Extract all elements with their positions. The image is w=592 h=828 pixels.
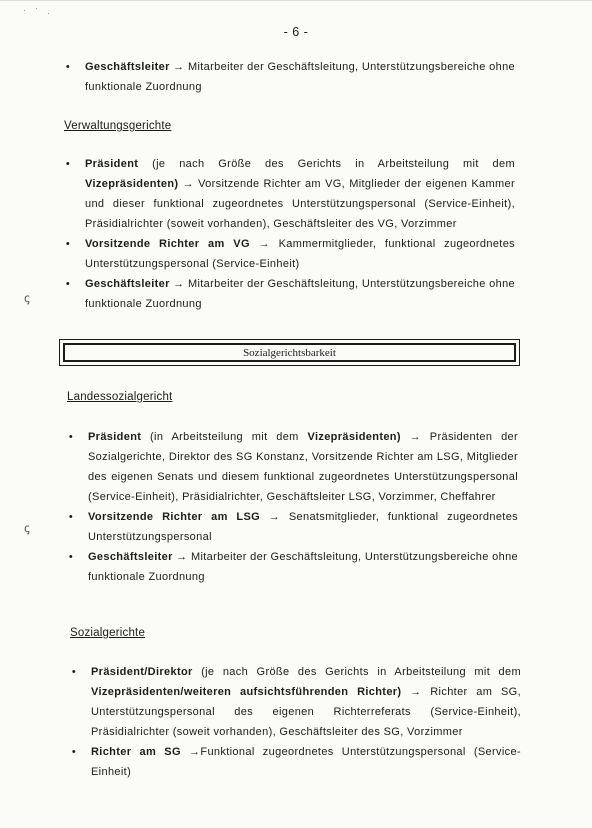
arrow-icon: →	[189, 746, 201, 758]
bullet-icon: •	[65, 278, 71, 290]
scan-specks	[22, 6, 52, 20]
item-text: Vorsitzende Richter am VG, Mitglieder der eigenen Kammer und dieser funktional zugeordnetes Unterstützungspersonal (Service-Einheit), Präsidialrichter (soweit vorhanden), Geschäftsleiter des VG, Vorzimmer	[85, 178, 516, 230]
section-banner	[59, 339, 520, 366]
arrow-icon: →	[258, 238, 270, 250]
arrow-icon: →	[410, 686, 422, 698]
list-item	[63, 274, 515, 314]
item-text: Mitarbeiter der Geschäftsleitung, Unterstützungsbereiche ohne funktionale Zuordnung	[85, 61, 516, 93]
item-text: Funktional zugeordnetes Unterstützungspersonal (Service-Einheit)	[91, 746, 521, 778]
item-text: Senatsmitglieder, funktional zugeordnetes Unterstützungspersonal	[88, 511, 519, 543]
role-label: Präsident	[88, 431, 142, 443]
bullet-list-verwaltungsgerichte	[63, 154, 515, 314]
role-note: (je nach Größe des Gerichts in Arbeitsteilung mit dem	[201, 666, 522, 678]
margin-mark: ꞔ	[24, 291, 30, 305]
role-note-bold: Vizepräsidenten)	[307, 431, 401, 443]
bullet-list-intro	[63, 57, 515, 97]
list-item	[69, 662, 521, 742]
banner-inner-frame	[63, 343, 516, 362]
page-number: - 6 -	[283, 25, 309, 39]
role-label: Präsident/Direktor	[91, 666, 193, 678]
role-label: Geschäftsleiter	[85, 278, 170, 290]
bullet-icon: •	[65, 61, 71, 73]
role-label: Präsident	[85, 158, 139, 170]
arrow-icon: →	[409, 431, 422, 443]
list-item	[69, 742, 521, 782]
bullet-icon: •	[65, 158, 71, 170]
item-text: Kammermitglieder, funktional zugeordnetes Unterstützungspersonal (Service-Einheit)	[85, 238, 516, 270]
arrow-icon: →	[173, 61, 185, 73]
list-item	[63, 154, 515, 234]
role-note: (in Arbeitsteilung mit dem	[150, 431, 299, 443]
role-label: Richter am SG	[91, 746, 181, 758]
list-item	[66, 547, 518, 587]
arrow-icon: →	[176, 551, 188, 563]
banner-title: Sozialgerichtsbarkeit	[243, 346, 336, 359]
role-note-bold: Vizepräsidenten)	[85, 178, 179, 190]
page-top-edge	[0, 0, 592, 1]
role-label: Geschäftsleiter	[85, 61, 170, 73]
role-note-bold: Vizepräsidenten/weiteren aufsichtsführenden Richter)	[91, 686, 402, 698]
role-label: Geschäftsleiter	[88, 551, 173, 563]
bullet-icon: •	[68, 551, 74, 563]
item-text: Richter am SG, Unterstützungspersonal des eigenen Richterreferats (Service-Einheit), Präsidialrichter (soweit vorhanden), Geschäftsleiter des SG, Vorzimmer	[91, 686, 521, 738]
arrow-icon: →	[173, 278, 185, 290]
arrow-icon: →	[268, 511, 281, 523]
bullet-list-landessozialgericht	[66, 427, 518, 587]
heading-landessozialgericht: Landessozialgericht	[67, 391, 173, 403]
item-text: Präsidenten der Sozialgerichte, Direktor des SG Konstanz, Vorsitzende Richter am LSG, Mitglieder des eigenen Senats und diesem funktional zugeordnetes Unterstützungspersonal (Service-Einheit), Präsidialrichter, Geschäftsleiter LSG, Vorzimmer, Cheffahrer	[88, 431, 519, 503]
role-label: Vorsitzende Richter am LSG	[88, 511, 261, 523]
bullet-icon: •	[71, 746, 77, 758]
list-item	[66, 507, 518, 547]
arrow-icon: →	[182, 178, 194, 190]
heading-sozialgerichte: Sozialgerichte	[70, 627, 146, 639]
bullet-list-sozialgerichte	[69, 662, 521, 782]
heading-verwaltungsgerichte: Verwaltungsgerichte	[64, 120, 172, 132]
item-text: Mitarbeiter der Geschäftsleitung, Unterstützungsbereiche ohne funktionale Zuordnung	[85, 278, 516, 310]
bullet-icon: •	[68, 511, 74, 523]
margin-mark: ꞔ	[24, 521, 30, 535]
role-label: Vorsitzende Richter am VG	[85, 238, 250, 250]
bullet-icon: •	[71, 666, 77, 678]
role-note: (je nach Größe des Gerichts in Arbeitsteilung mit dem	[152, 158, 516, 170]
bullet-icon: •	[68, 431, 74, 443]
list-item	[66, 427, 518, 507]
list-item	[63, 57, 515, 97]
list-item	[63, 234, 515, 274]
item-text: Mitarbeiter der Geschäftsleitung, Unterstützungsbereiche ohne funktionale Zuordnung	[88, 551, 519, 583]
bullet-icon: •	[65, 238, 71, 250]
